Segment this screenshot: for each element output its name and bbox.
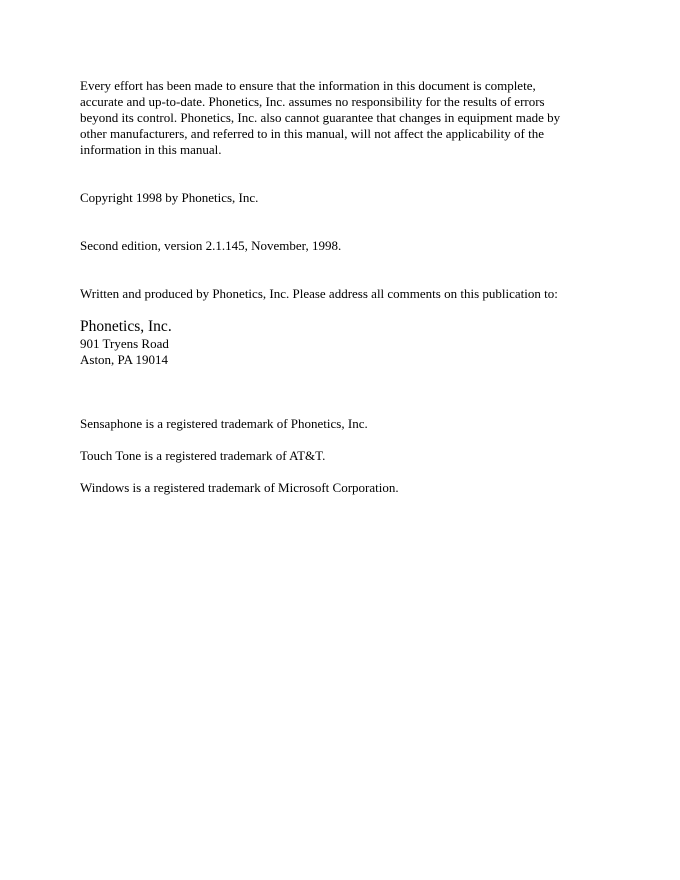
disclaimer-line: other manufacturers, and referred to in this manual, will not affect the applicability of the	[80, 126, 544, 141]
address-city: Aston, PA 19014	[80, 352, 169, 367]
edition-notice: Second edition, version 2.1.145, November, 1998.	[80, 238, 342, 253]
disclaimer-paragraph	[80, 78, 600, 158]
disclaimer-line: Every effort has been made to ensure that the information in this document is complete,	[80, 78, 536, 93]
disclaimer-line: information in this manual.	[80, 142, 222, 157]
trademark-sensaphone: Sensaphone is a registered trademark of Phonetics, Inc.	[80, 416, 368, 431]
written-by-notice: Written and produced by Phonetics, Inc. Please address all comments on this publication to:	[80, 286, 558, 301]
address-street: 901 Tryens Road	[80, 336, 169, 351]
company-name: Phonetics, Inc.	[80, 318, 172, 335]
trademark-touch-tone: Touch Tone is a registered trademark of AT&T.	[80, 448, 326, 463]
document-page	[80, 78, 600, 496]
disclaimer-line: beyond its control. Phonetics, Inc. also cannot guarantee that changes in equipment made by	[80, 110, 561, 125]
trademark-windows: Windows is a registered trademark of Microsoft Corporation.	[80, 480, 399, 495]
mailing-address	[80, 336, 600, 368]
copyright-notice: Copyright 1998 by Phonetics, Inc.	[80, 190, 259, 205]
disclaimer-line: accurate and up-to-date. Phonetics, Inc. assumes no responsibility for the results of errors	[80, 94, 545, 109]
